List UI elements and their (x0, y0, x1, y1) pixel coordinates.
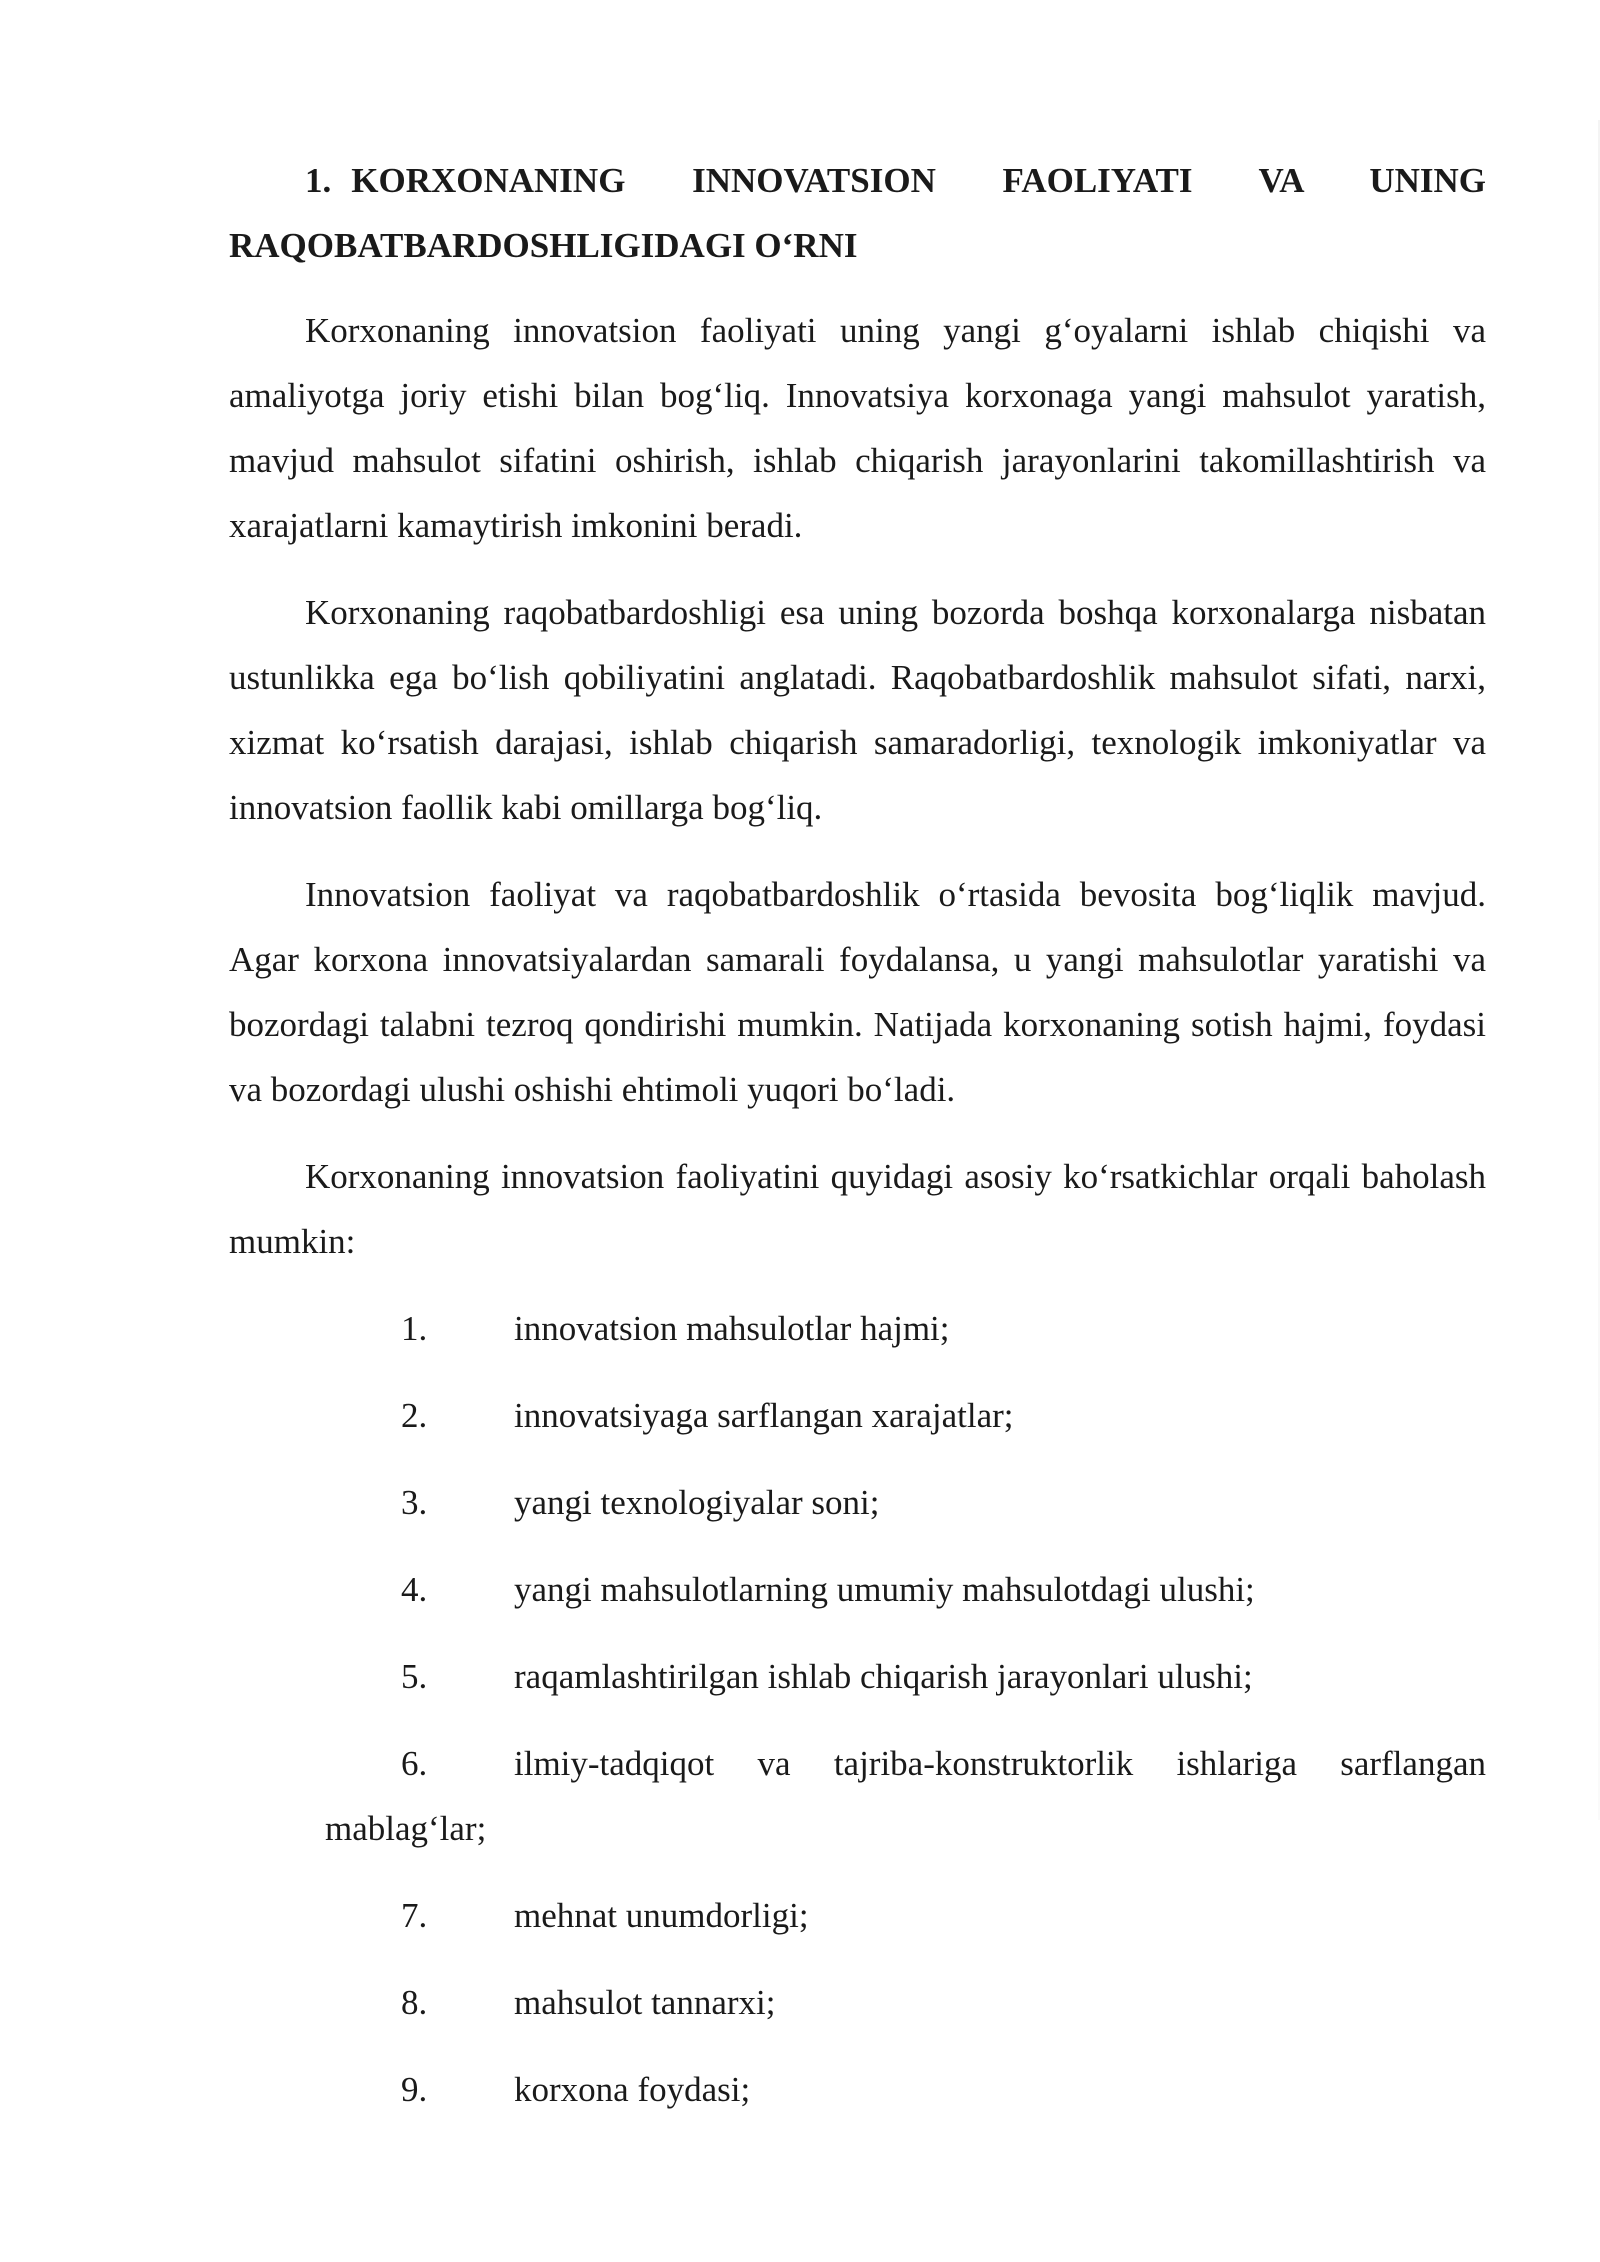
paragraph-3: Innovatsion faoliyat va raqobatbardoshlik o‘rtasida bevosita bog‘liqlik mavjud. Agar korxona innovatsiyalardan samarali foydalansa, u yangi mahsulotlar yaratishi va bozordagi talabni tezroq qondirishi mumkin. Natijada korxonaning sotish hajmi, foydasi va bozordagi ulushi oshishi ehtimoli yuqori bo‘ladi. (229, 875, 1486, 1109)
list-item (229, 1883, 1486, 1948)
list-item-number: 8. (401, 1983, 428, 2022)
list-item-text: yangi texnologiyalar soni; (514, 1483, 880, 1522)
paragraph-4: Korxonaning innovatsion faoliyatini quyidagi asosiy ko‘rsatkichlar orqali baholash mumkin: (229, 1157, 1486, 1261)
list-item (229, 1557, 1486, 1622)
indicator-list (229, 1296, 1486, 2122)
list-item (229, 1644, 1486, 1709)
section-heading (229, 148, 1486, 278)
section-title: KORXONANING INNOVATSION FAOLIYATI VA UNING RAQOBATBARDOSHLIGIDAGI O‘RNI (229, 161, 1486, 265)
list-item-text: mahsulot tannarxi; (514, 1983, 776, 2022)
list-item (229, 2057, 1486, 2122)
list-item-number: 2. (401, 1396, 428, 1435)
paragraph-1: Korxonaning innovatsion faoliyati uning yangi g‘oyalarni ishlab chiqishi va amaliyotga joriy etishi bilan bog‘liq. Innovatsiya korxonaga yangi mahsulot yaratish, mavjud mahsulot sifatini oshirish, ishlab chiqarish jarayonlarini takomillashtirish va xarajatlarni kamaytirish imkonini beradi. (229, 311, 1486, 545)
list-item-number: 3. (401, 1483, 428, 1522)
paragraph-2: Korxonaning raqobatbardoshligi esa uning bozorda boshqa korxonalarga nisbatan ustunlikka ega bo‘lish qobiliyatini anglatadi. Raqobatbardoshlik mahsulot sifati, narxi, xizmat ko‘rsatish darajasi, ishlab chiqarish samaradorligi, texnologik imkoniyatlar va innovatsion faollik kabi omillarga bog‘liq. (229, 593, 1486, 827)
list-item-number: 1. (401, 1309, 428, 1348)
list-item (229, 1970, 1486, 2035)
list-item-number: 9. (401, 2070, 428, 2109)
list-item (229, 1383, 1486, 1448)
document-body (229, 148, 1486, 2144)
list-item-text: yangi mahsulotlarning umumiy mahsulotdagi ulushi; (514, 1570, 1255, 1609)
list-item-number: 7. (401, 1896, 428, 1935)
list-item (229, 1470, 1486, 1535)
list-item-number: 6. (401, 1744, 428, 1783)
list-item-number: 5. (401, 1657, 428, 1696)
list-item-number: 4. (401, 1570, 428, 1609)
list-item-text: ilmiy-tadqiqot va tajriba-konstruktorlik ishlariga sarflangan mablag‘lar; (325, 1744, 1486, 1848)
list-item-text: innovatsion mahsulotlar hajmi; (514, 1309, 950, 1348)
list-item (229, 1731, 1486, 1861)
section-number: 1. (305, 161, 332, 200)
list-item-text: mehnat unumdorligi; (514, 1896, 809, 1935)
list-item-text: raqamlashtirilgan ishlab chiqarish jarayonlari ulushi; (514, 1657, 1253, 1696)
list-item-text: korxona foydasi; (514, 2070, 751, 2109)
list-item (229, 1296, 1486, 1361)
list-item-text: innovatsiyaga sarflangan xarajatlar; (514, 1396, 1014, 1435)
